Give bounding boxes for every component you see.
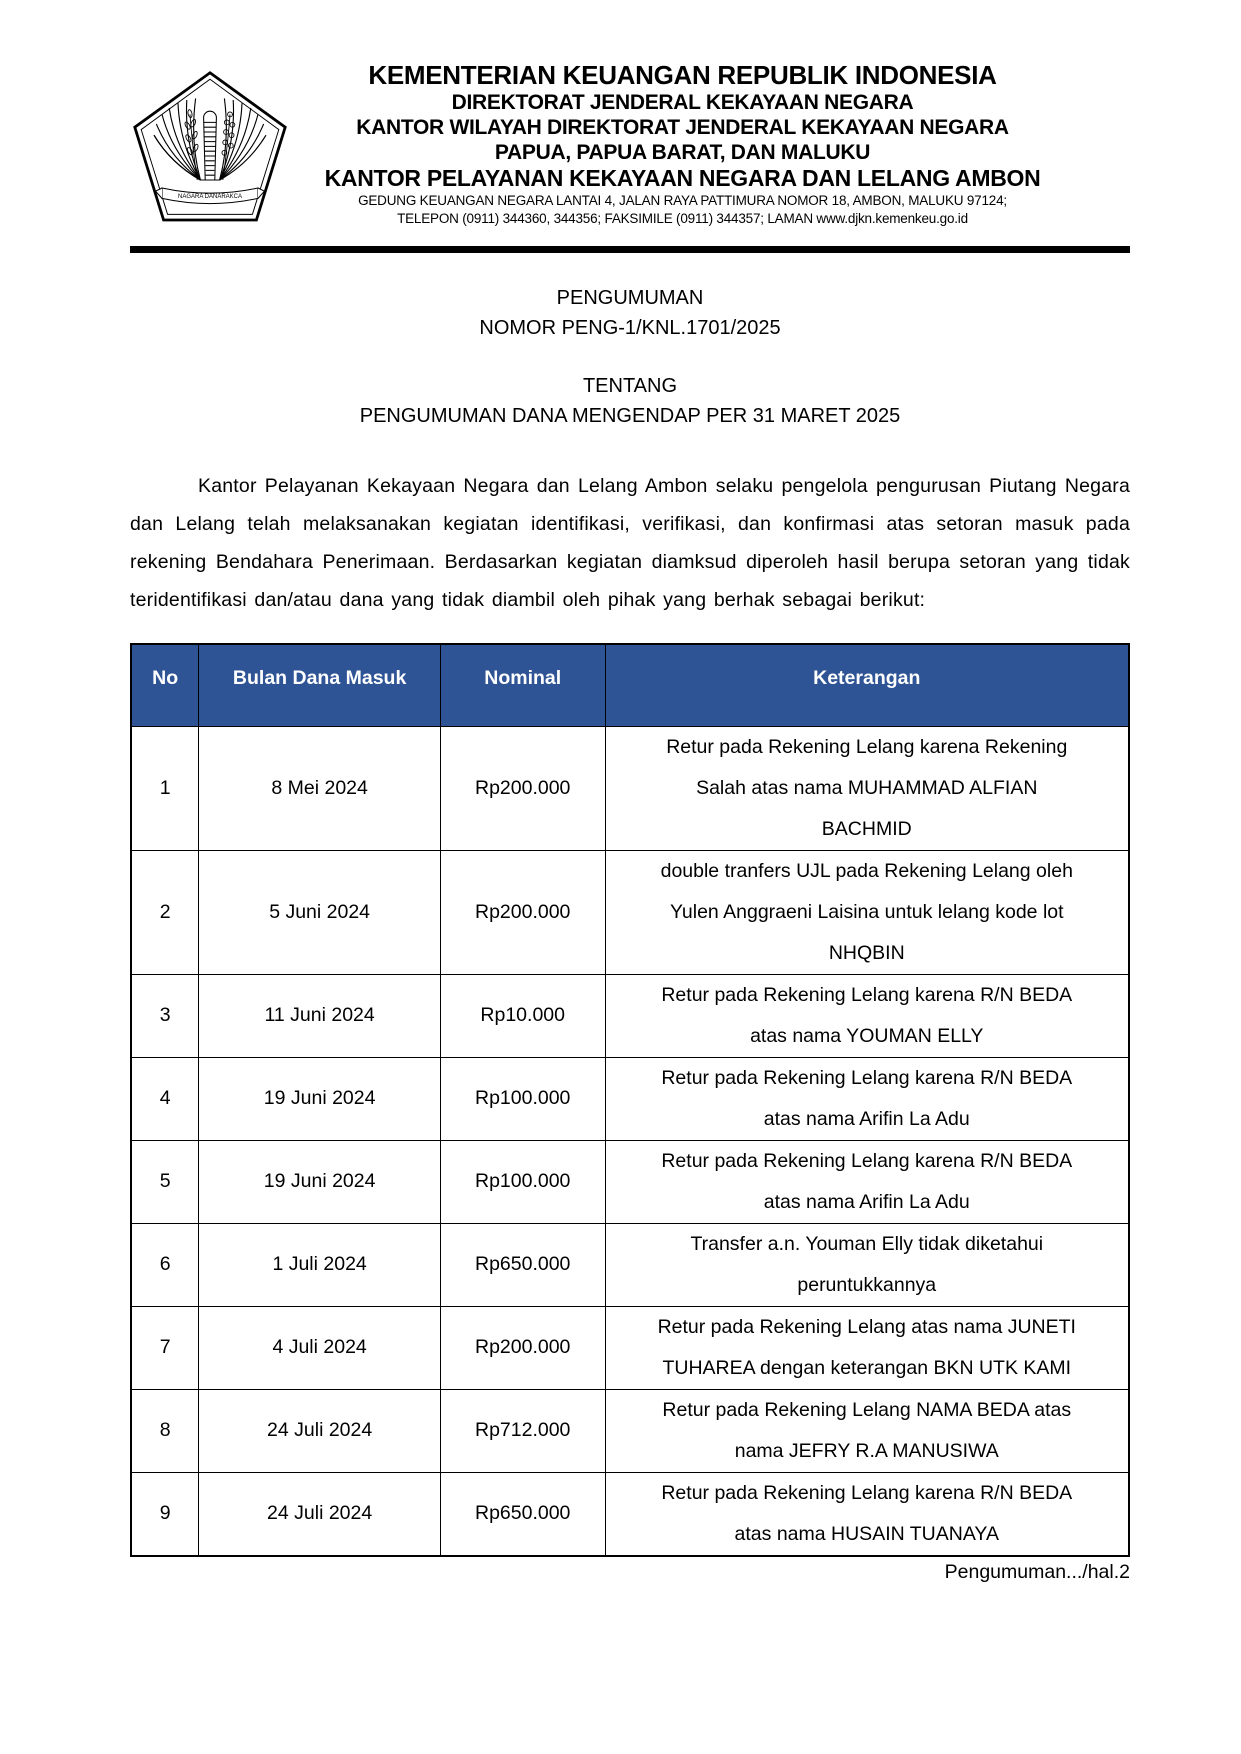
table-row [131,1389,1129,1472]
table-body [131,726,1129,1556]
cell-no: 9 [131,1472,199,1556]
cell-keterangan [605,1223,1129,1306]
cell-no: 4 [131,1057,199,1140]
directorate-name: DIREKTORAT JENDERAL KEKAYAAN NEGARA [451,91,914,114]
col-header-no: No [131,644,199,726]
cell-no: 7 [131,1306,199,1389]
office-address-line1: GEDUNG KEUANGAN NEGARA LANTAI 4, JALAN RAYA PATTIMURA NOMOR 18, AMBON, MALUKU 97124; [358,193,1007,208]
cell-bulan-dana-masuk: 24 Juli 2024 [199,1389,441,1472]
doc-number: NOMOR PENG-1/KNL.1701/2025 [479,317,781,339]
cell-keterangan [605,850,1129,974]
body-paragraph: Kantor Pelayanan Kekayaan Negara dan Lelang Ambon selaku pengelola pengurusan Piutang Negara dan Lelang telah melaksanakan kegiatan identifikasi, verifikasi, dan konfirmasi atas setoran masuk pada rekening Bendahara Penerimaan. Berdasarkan kegiatan diamksud diperoleh hasil berupa setoran yang tidak teridentifikasi dan/atau dana yang tidak diambil oleh pihak yang berhak sebagai berikut: [130,475,1130,611]
keterangan-text: Retur pada Rekening Lelang karena R/N BEDA atas nama YOUMAN ELLY [661,983,1073,1047]
keterangan-text: Retur pada Rekening Lelang atas nama JUNETI TUHAREA dengan keterangan BKN UTK KAMI [657,1315,1076,1379]
keterangan-text: Retur pada Rekening Lelang NAMA BEDA atas nama JEFRY R.A MANUSIWA [662,1398,1072,1462]
cell-bulan-dana-masuk: 4 Juli 2024 [199,1306,441,1389]
cell-no: 8 [131,1389,199,1472]
doc-subject: PENGUMUMAN DANA MENGENDAP PER 31 MARET 2025 [359,405,901,427]
cell-keterangan [605,726,1129,850]
cell-nominal: Rp200.000 [440,726,605,850]
cell-nominal: Rp650.000 [440,1472,605,1556]
cell-bulan-dana-masuk: 19 Juni 2024 [199,1057,441,1140]
cell-bulan-dana-masuk: 11 Juni 2024 [199,974,441,1057]
doc-type: PENGUMUMAN [556,287,704,309]
cell-keterangan [605,1057,1129,1140]
cell-no: 5 [131,1140,199,1223]
cell-nominal: Rp200.000 [440,1306,605,1389]
cell-bulan-dana-masuk: 19 Juni 2024 [199,1140,441,1223]
document-page [130,0,1130,1584]
cell-nominal: Rp10.000 [440,974,605,1057]
cell-keterangan [605,1472,1129,1556]
col-header-nominal: Nominal [440,644,605,726]
office-address-line2: TELEPON (0911) 344360, 344356; FAKSIMILE (0911) 344357; LAMAN www.djkn.kemenkeu.go.id [397,211,968,226]
dormant-funds-table [130,643,1130,1557]
regional-office-area: PAPUA, PAPUA BARAT, DAN MALUKU [494,141,871,164]
cell-nominal: Rp200.000 [440,850,605,974]
keterangan-text: Retur pada Rekening Lelang karena R/N BEDA atas nama Arifin La Adu [661,1149,1073,1213]
col-header-bulan-dana-masuk: Bulan Dana Masuk [199,644,441,726]
table-row [131,726,1129,850]
cell-no: 6 [131,1223,199,1306]
table-row [131,1306,1129,1389]
cell-bulan-dana-masuk: 8 Mei 2024 [199,726,441,850]
cell-nominal: Rp100.000 [440,1057,605,1140]
page-continuation-note: Pengumuman.../hal.2 [944,1560,1130,1583]
cell-nominal: Rp650.000 [440,1223,605,1306]
keterangan-text: Retur pada Rekening Lelang karena R/N BEDA atas nama HUSAIN TUANAYA [661,1481,1073,1545]
cell-bulan-dana-masuk: 5 Juni 2024 [199,850,441,974]
cell-bulan-dana-masuk: 24 Juli 2024 [199,1472,441,1556]
table-row [131,850,1129,974]
letterhead-text [295,60,1130,228]
table-header-row [131,644,1129,726]
keterangan-text: double tranfers UJL pada Rekening Lelang oleh Yulen Anggraeni Laisina untuk lelang kode lot NHQBIN [660,859,1073,964]
title-block [130,283,1130,431]
about-label: TENTANG [582,375,678,397]
cell-no: 3 [131,974,199,1057]
table-row [131,1140,1129,1223]
keterangan-text: Retur pada Rekening Lelang karena R/N BEDA atas nama Arifin La Adu [661,1066,1073,1130]
cell-nominal: Rp100.000 [440,1140,605,1223]
keterangan-text: Retur pada Rekening Lelang karena Rekening Salah atas nama MUHAMMAD ALFIAN BACHMID [666,735,1068,840]
cell-no: 1 [131,726,199,850]
letterhead-divider [130,246,1130,253]
logo-banner-text: NAGARA DANARAKCA [177,194,243,200]
cell-keterangan [605,974,1129,1057]
keterangan-text: Transfer a.n. Youman Elly tidak diketahui peruntukkannya [690,1232,1044,1296]
service-office-name: KANTOR PELAYANAN KEKAYAAN NEGARA DAN LELANG AMBON [324,165,1041,191]
cell-nominal: Rp712.000 [440,1389,605,1472]
cell-no: 2 [131,850,199,974]
table-row [131,974,1129,1057]
col-header-keterangan: Keterangan [605,644,1129,726]
cell-bulan-dana-masuk: 1 Juli 2024 [199,1223,441,1306]
table-row [131,1472,1129,1556]
table-row [131,1223,1129,1306]
cell-keterangan [605,1389,1129,1472]
ministry-name: KEMENTERIAN KEUANGAN REPUBLIK INDONESIA [368,60,997,90]
kemenkeu-logo-icon [130,60,295,234]
letterhead [130,0,1130,234]
cell-keterangan [605,1306,1129,1389]
regional-office-name: KANTOR WILAYAH DIREKTORAT JENDERAL KEKAYAAN NEGARA [356,116,1009,139]
cell-keterangan [605,1140,1129,1223]
table-row [131,1057,1129,1140]
